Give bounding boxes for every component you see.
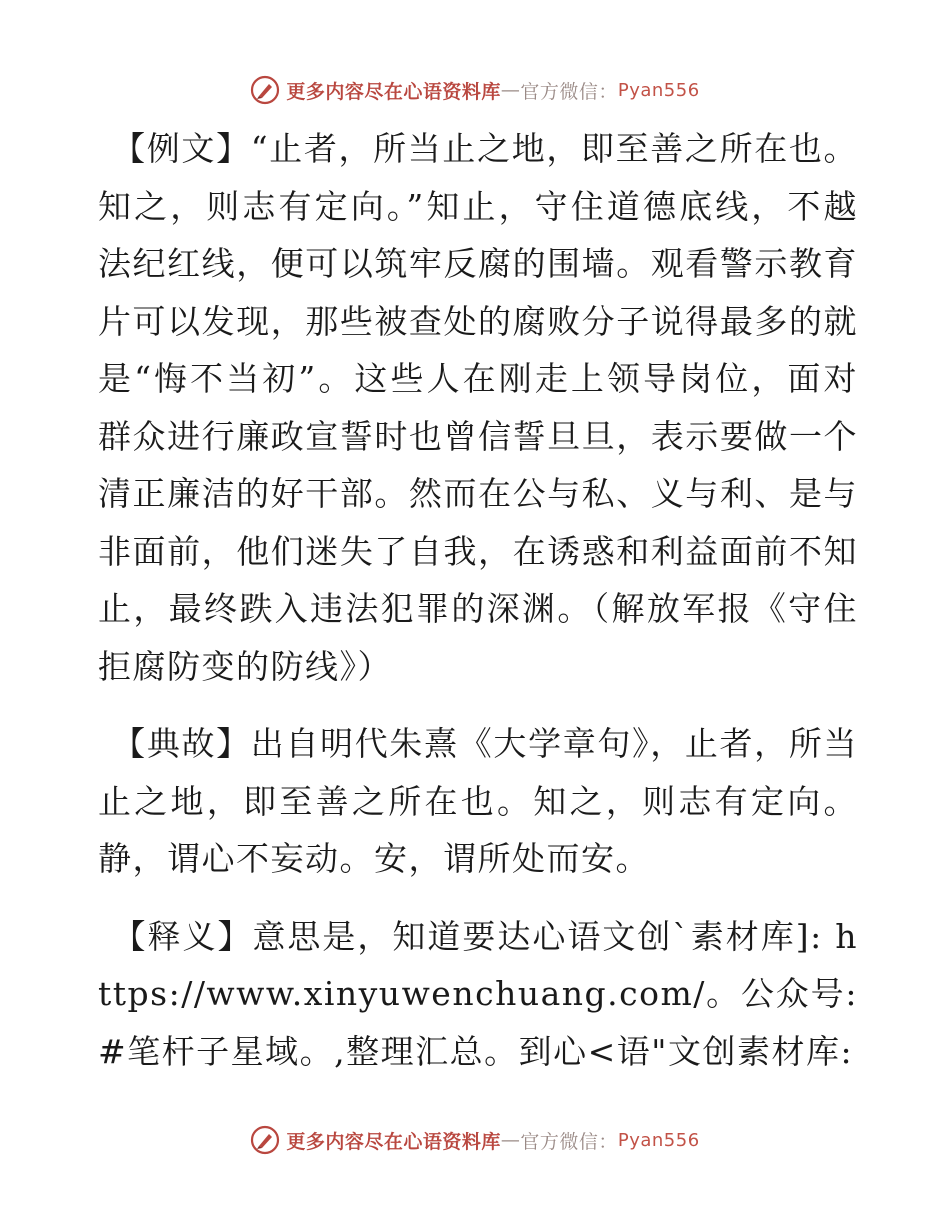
paragraph-example [98, 120, 858, 695]
watermark-separator: — [500, 1129, 521, 1151]
watermark-main-text: 更多内容尽在心语资料库 [286, 1130, 501, 1153]
paragraph-example-text: 【例文】“止者，所当止之地，即至善之所在也。知之，则志有定向。”知止，守住道德底线，不越法纪红线，便可以筑牢反腐的围墙。观看警示教育片可以发现，那些被查处的腐败分子说得最多的就是“悔不当初”。这些人在刚走上领导岗位，面对群众进行廉政宣誓时也曾信誓旦旦，表示要做一个清正廉洁的好干部。然而在公与私、义与利、是与非面前，他们迷失了自我，在诱惑和利益面前不知止，最终跌入违法犯罪的深渊。（解放军报《守住拒腐防变的防线》） [98, 129, 858, 686]
pen-nib-logo-icon [250, 1125, 280, 1155]
paragraph-allusion-text: 【典故】出自明代朱熹《大学章句》，止者，所当止之地，即至善之所在也。知之，则志有定向。静，谓心不妄动。安，谓所处而安。 [98, 724, 858, 878]
watermark-contact-id: Pyan556 [617, 1129, 700, 1151]
document-body [98, 120, 858, 1100]
pen-nib-logo-icon [250, 75, 280, 105]
footer-watermark [0, 1120, 950, 1160]
paragraph-meaning [98, 908, 858, 1081]
watermark-contact-label: 官方微信： [520, 1130, 618, 1153]
paragraph-allusion [98, 715, 858, 888]
watermark-separator: — [500, 79, 521, 101]
watermark-contact-label: 官方微信： [520, 80, 618, 103]
watermark-main-text: 更多内容尽在心语资料库 [286, 80, 501, 103]
paragraph-meaning-text: 【释义】意思是，知道要达心语文创`素材库]: https://www.xinyuwenchuang.com/。公众号: #笔杆子星域。,整理汇总。到心<语"文创素材库: [98, 916, 858, 1071]
header-watermark [0, 70, 950, 110]
watermark-contact-id: Pyan556 [617, 79, 700, 101]
